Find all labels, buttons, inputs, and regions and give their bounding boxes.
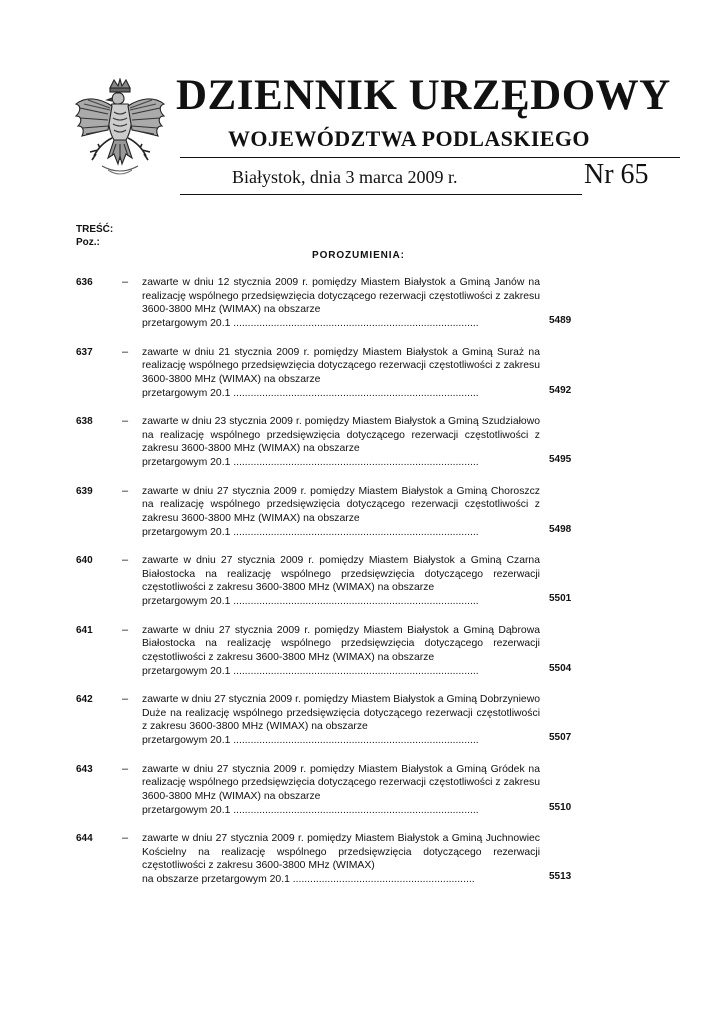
header-rule-bottom xyxy=(180,194,582,195)
entry-last-line: na obszarze przetargowym 20.1 ............................................................... xyxy=(142,874,475,886)
entry-text xyxy=(142,485,540,540)
entry-dash: – xyxy=(122,276,129,288)
polish-eagle-emblem-icon xyxy=(72,78,168,178)
header-rule-top xyxy=(180,157,680,158)
list-item[interactable] xyxy=(0,485,724,549)
entry-dash: – xyxy=(122,762,129,775)
entry-page-number: 5513 xyxy=(549,871,572,882)
entry-number: 636 xyxy=(76,277,93,288)
entry-page-number: 5501 xyxy=(549,593,572,604)
entry-number: 639 xyxy=(76,485,93,497)
entry-dash: – xyxy=(122,693,129,705)
list-item[interactable] xyxy=(0,624,724,688)
gazette-subtitle: WOJEWÓDZTWA PODLASKIEGO xyxy=(228,126,590,151)
entry-number: 641 xyxy=(76,624,93,636)
entry-description: zawarte w dniu 27 stycznia 2009 r. pomiędzy Miastem Białystok a Gminą Gródek na realizację wspólnego przedsięwzięcia dotyczącego rezerwacji częstotliwości z zakresu 3600-3800 MHz (WIMAX) na obszarze xyxy=(142,763,540,802)
entry-last-line: przetargowym 20.1 ..................................................................................... xyxy=(142,804,479,816)
entry-last-line: przetargowym 20.1 ..................................................................................... xyxy=(142,318,479,330)
position-label: Poz.: xyxy=(76,237,100,248)
entry-number: 643 xyxy=(76,763,93,775)
entry-dash: – xyxy=(122,345,129,358)
entry-description: zawarte w dniu 27 stycznia 2009 r. pomiędzy Miastem Białystok a Gminą Choroszcz na realizację wspólnego przedsięwzięcia dotyczącego rezerwacji częstotliwości z zakresu 3600-3800 MHz (WIMAX) na obszarze xyxy=(142,485,540,524)
entry-page-number: 5504 xyxy=(549,662,572,674)
entry-page-number: 5492 xyxy=(549,384,572,396)
entry-description: zawarte w dniu 27 stycznia 2009 r. pomiędzy Miastem Białystok a Gminą Juchnowiec Kościelny na realizację wspólnego przedsięwzięcia dotyczącego rezerwacji częstotliwości z zakresu 3600-3800 MHz (WIMAX) xyxy=(142,833,540,872)
entry-page-number: 5495 xyxy=(549,454,572,465)
entry-dash: – xyxy=(122,554,129,566)
entry-text xyxy=(142,415,540,470)
entry-last-line: przetargowym 20.1 ..................................................................................... xyxy=(142,596,479,608)
entry-dash: – xyxy=(122,623,129,636)
publication-dateline: Białystok, dnia 3 marca 2009 r. xyxy=(232,167,458,187)
gazette-title: DZIENNIK URZĘDOWY xyxy=(176,72,671,119)
entry-dash: – xyxy=(122,832,129,844)
entry-text xyxy=(142,832,540,887)
entry-text xyxy=(142,693,540,748)
entry-description: zawarte w dniu 27 stycznia 2009 r. pomiędzy Miastem Białystok a Gminą Czarna Białostocka na realizację wspólnego przedsięwzięcia dotyczącego rezerwacji częstotliwości z zakresu 3600-3800 MHz (WIMAX) na obszarze xyxy=(142,555,540,594)
entry-description: zawarte w dniu 27 stycznia 2009 r. pomiędzy Miastem Białystok a Gminą Dąbrowa Białostocka na realizację wspólnego przedsięwzięcia dotyczącego rezerwacji częstotliwości z zakresu 3600-3800 MHz (WIMAX) na obszarze xyxy=(142,624,540,663)
entry-last-line: przetargowym 20.1 ..................................................................................... xyxy=(142,735,479,747)
entry-last-line: przetargowym 20.1 ..................................................................................... xyxy=(142,457,479,469)
entry-number: 640 xyxy=(76,555,93,566)
entry-description: zawarte w dniu 21 stycznia 2009 r. pomiędzy Miastem Białystok a Gminą Suraż na realizację wspólnego przedsięwzięcia dotyczącego rezerwacji częstotliwości z zakresu 3600-3800 MHz (WIMAX) na obszarze xyxy=(142,346,540,385)
entry-description: zawarte w dniu 12 stycznia 2009 r. pomiędzy Miastem Białystok a Gminą Janów na realizację wspólnego przedsięwzięcia dotyczącego rezerwacji częstotliwości z zakresu 3600-3800 MHz (WIMAX) na obszarze xyxy=(142,277,540,316)
entry-page-number: 5498 xyxy=(549,523,572,535)
list-item[interactable] xyxy=(0,276,724,340)
list-item[interactable] xyxy=(0,693,724,757)
entry-description: zawarte w dniu 27 stycznia 2009 r. pomiędzy Miastem Białystok a Gminą Dobrzyniewo Duże na realizację wspólnego przedsięwzięcia dotyczącego rezerwacji częstotliwości z zakresu 3600-3800 MHz (WIMAX) na obszarze xyxy=(142,694,540,733)
contents-heading: TREŚĆ: xyxy=(76,224,114,235)
entry-number: 644 xyxy=(76,833,93,844)
entry-dash: – xyxy=(122,484,129,497)
list-item[interactable] xyxy=(0,346,724,410)
entry-number: 642 xyxy=(76,694,93,705)
entry-number: 637 xyxy=(76,346,93,358)
list-item[interactable] xyxy=(0,832,724,896)
entry-text xyxy=(142,346,540,401)
entry-text xyxy=(142,624,540,679)
entry-last-line: przetargowym 20.1 ..................................................................................... xyxy=(142,387,479,399)
entry-text xyxy=(142,276,540,331)
entry-page-number: 5489 xyxy=(549,315,572,326)
entry-dash: – xyxy=(122,415,129,427)
entry-last-line: przetargowym 20.1 ..................................................................................... xyxy=(142,665,479,677)
list-item[interactable] xyxy=(0,554,724,618)
entry-last-line: przetargowym 20.1 ..................................................................................... xyxy=(142,526,479,538)
entry-text xyxy=(142,554,540,609)
section-title: POROZUMIENIA: xyxy=(312,250,405,261)
entry-number: 638 xyxy=(76,416,93,427)
entry-page-number: 5507 xyxy=(549,732,572,743)
list-item[interactable] xyxy=(0,763,724,827)
list-item[interactable] xyxy=(0,415,724,479)
entry-page-number: 5510 xyxy=(549,801,572,813)
issue-number: Nr 65 xyxy=(584,159,649,190)
entry-text xyxy=(142,763,540,818)
entry-description: zawarte w dniu 23 stycznia 2009 r. pomiędzy Miastem Białystok a Gminą Szudziałowo na realizację wspólnego przedsięwzięcia dotyczącego rezerwacji częstotliwości z zakresu 3600-3800 MHz (WIMAX) na obszarze xyxy=(142,416,540,455)
